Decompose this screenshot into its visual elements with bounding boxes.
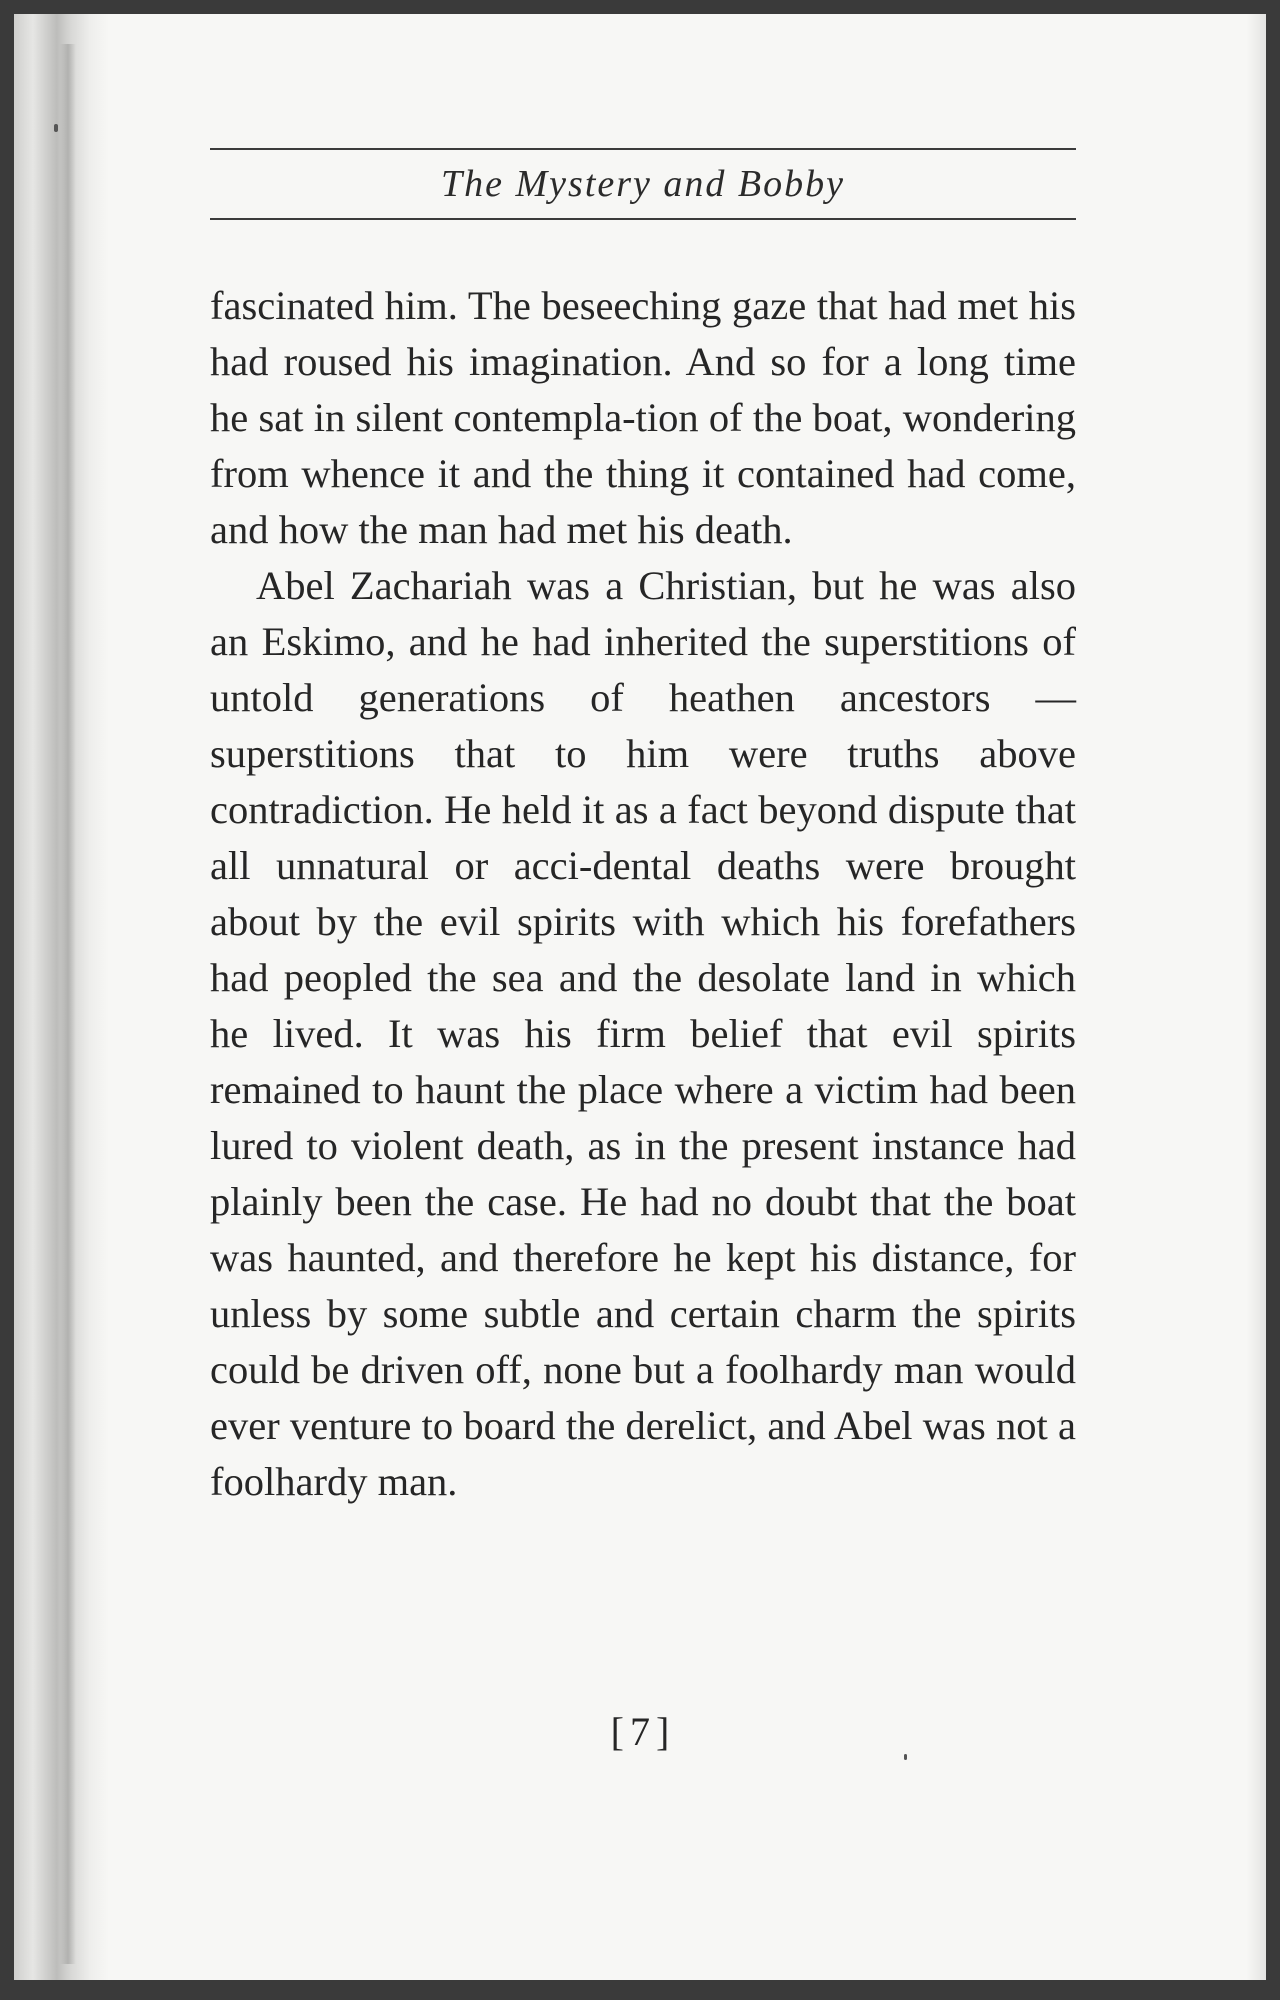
book-page [14, 14, 1266, 1980]
paragraph-2: Abel Zachariah was a Christian, but he was also an Eskimo, and he had inherited the superstitions of untold generations of heathen ancestors — superstitions that to him were truths above contradiction. He held it as a fact beyond dispute that all unnatural or acci-dental deaths were brought about by the evil spirits with which his forefathers had peopled the sea and the desolate land in which he lived. It was his firm belief that evil spirits remained to haunt the place where a victim had been lured to violent death, as in the present instance had plainly been the case. He had no doubt that the boat was haunted, and therefore he kept his distance, for unless by some subtle and certain charm the spirits could be driven off, none but a foolhardy man would ever venture to board the derelict, and Abel was not a foolhardy man. [210, 563, 1076, 1504]
running-head: The Mystery and Bobby [441, 163, 845, 205]
page-edge-shadow [1246, 14, 1266, 1980]
header-rule-top [210, 148, 1076, 150]
paragraph-1: fascinated him. The beseeching gaze that had met his had roused his imagination. And so for a long time he sat in silent contempla-tion of the boat, wondering from whence it and the thing it contained had come, and how the man had met his death. [210, 283, 1076, 552]
body-text [210, 278, 1076, 1510]
header-rule-bottom [210, 218, 1076, 220]
page-number: [7] [610, 1709, 676, 1754]
ink-speck [54, 124, 58, 132]
binding-fold-line [60, 44, 76, 1964]
ink-speck [904, 1754, 907, 1760]
